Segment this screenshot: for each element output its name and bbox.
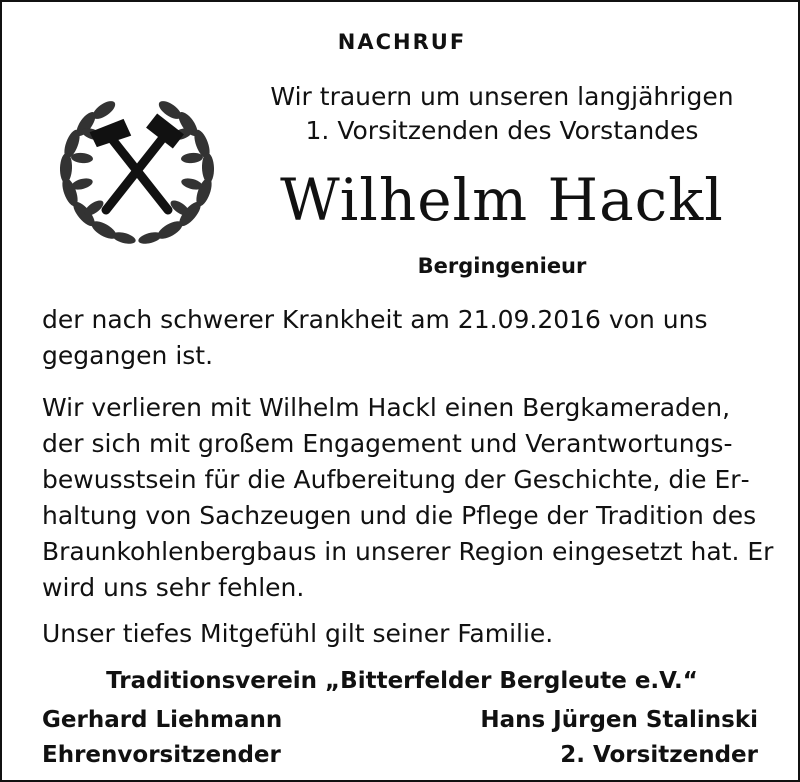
hammer-and-pick-wreath-icon xyxy=(44,82,230,252)
paragraph-condolence: Unser tiefes Mitgefühl gilt seiner Familie. xyxy=(42,619,554,648)
intro-line-1: Wir trauern um unseren langjährigen xyxy=(270,82,734,111)
intro-line-2: 1. Vorsitzenden des Vorstandes xyxy=(305,116,699,145)
paragraph-passing: der nach schwerer Krankheit am 21.09.2016 von uns gegangen ist. xyxy=(42,305,708,370)
deceased-name: Wilhelm Hackl xyxy=(280,166,724,234)
notice-heading: NACHRUF xyxy=(337,30,467,54)
paragraph-tribute: Wir verlieren mit Wilhelm Hackl einen Bergkameraden, der sich mit großem Engagement und Verantwortungsbewusstsein für die Aufbereitung der Geschichte, die Erhaltung von Sachzeugen und die Pflege der Tradition des Braunkohlenbergbaus in unserer Region eingesetzt hat. Er wird uns sehr fehlen. xyxy=(42,393,774,602)
intro-text xyxy=(232,80,772,148)
signature-left-name: Gerhard Liehmann xyxy=(42,707,283,733)
signature-left-role: Ehrenvorsitzender xyxy=(42,742,281,768)
deceased-profession: Bergingenieur xyxy=(417,254,587,278)
association-name: Traditionsverein „Bitterfelder Bergleute e.V.“ xyxy=(106,668,698,694)
signature-right-role: 2. Vorsitzender xyxy=(560,742,758,768)
signature-right-name: Hans Jürgen Stalinski xyxy=(480,707,758,733)
